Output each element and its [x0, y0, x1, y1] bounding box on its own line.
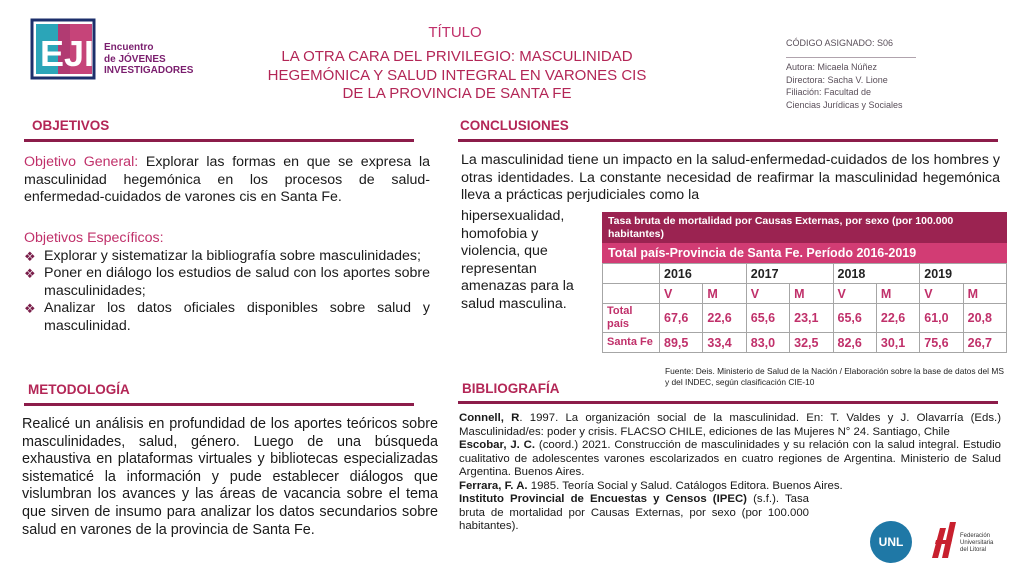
row-label: Santa Fe [603, 333, 660, 353]
table-cell: 26,7 [963, 333, 1006, 353]
objetivos-especificos [24, 230, 430, 335]
table-cell: 30,1 [876, 333, 919, 353]
author: Autora: Micaela Núñez [786, 62, 878, 72]
table-cell: 75,6 [920, 333, 963, 353]
metodologia-rule [24, 403, 414, 406]
sex-header: M [963, 284, 1006, 304]
bib-author: Instituto Provincial de Encuestas y Censos (IPEC) [459, 493, 747, 505]
table-row [603, 304, 1007, 333]
objetivo-general [24, 154, 430, 207]
conclusiones-text: La masculinidad tiene un impacto en la salud-enfermedad-cuidados de los hombres y otras identidades. La constante necesidad de reafirmar la masculinidad hegemónica lleva a prácticas perjudiciales como la [461, 152, 1000, 203]
list-item: ❖ Poner en diálogo los estudios de salud con los aportes sobre masculinidades; [24, 265, 430, 299]
objetivo-general-text: Explorar las formas en que se expresa la masculinidad hegemónica en los procesos de salud-enfermedad-cuidados de varones cis en Santa Fe. [24, 154, 431, 205]
sex-header: V [660, 284, 703, 304]
table-cell: 83,0 [746, 333, 789, 353]
bib-entry: Ferrara, F. A. 1985. Teoría Social y Salud. Catálogos Editora. Buenos Aires. [459, 479, 843, 492]
table-cell: 20,8 [963, 304, 1006, 333]
sex-header: M [876, 284, 919, 304]
table-corner [603, 264, 660, 284]
table-cell: 89,5 [660, 333, 703, 353]
list-item: ❖ Analizar los datos oficiales disponibles sobre salud y masculinidad. [24, 300, 430, 334]
table-cell: 33,4 [703, 333, 746, 353]
ful-line-3: del Litoral [960, 547, 987, 553]
logo-lettering: EJI [40, 33, 95, 74]
table-cell: 22,6 [876, 304, 919, 333]
mortality-table [602, 212, 1007, 353]
objetivos-rule [24, 139, 414, 142]
bib-author: Escobar, J. C. [459, 439, 536, 451]
metodologia-text: Realicé un análisis en profundidad de los aportes teóricos sobre masculinidades, salud, género. Luego de una búsqueda exhaustiva en plataformas virtuales y bibliotecas especializadas sistematicé la información y pude establecer diálogos que vislumbran los avances y las áreas de vacancia sobre el tema que sirven de insumo para analizar los datos secundarios sobre salud en varones de la provincia de Santa Fe. [22, 416, 438, 538]
bibliografia-heading: BIBLIOGRAFÍA [462, 381, 560, 396]
bibliografia-rule [458, 401, 998, 404]
title-label: TÍTULO [428, 24, 482, 41]
year-header: 2017 [746, 264, 833, 284]
year-header: 2018 [833, 264, 920, 284]
logo-line-3: INVESTIGADORES [104, 65, 194, 76]
affiliation-line-1: Filiación: Facultad de [786, 87, 872, 98]
logo-line-1: Encuentro [104, 42, 154, 53]
title-line-3: DE LA PROVINCIA DE SANTA FE [342, 85, 572, 102]
diamond-bullet-icon: ❖ [24, 266, 36, 281]
table-row [603, 333, 1007, 353]
table-cell: 22,6 [703, 304, 746, 333]
poster-title [262, 48, 652, 104]
sex-header: V [833, 284, 876, 304]
bibliografia-list [459, 412, 1001, 534]
table-cell: 65,6 [833, 304, 876, 333]
objetivo-general-label: Objetivo General: [24, 154, 139, 170]
objetivos-list [24, 248, 430, 336]
objetivos-especificos-label: Objetivos Específicos: [24, 230, 164, 246]
bib-entry: Connell, R. 1997. La organización social de la masculinidad. En: T. Valdes y J. Olavarría (Eds.) Masculinidad/es: poder y crisis. FLACSO CHILE, ediciones de las Mujeres N° 24. Santiago, Chile [459, 412, 1002, 438]
conclusiones-heading: CONCLUSIONES [460, 118, 569, 133]
unl-logo: UNL [870, 521, 912, 563]
ful-line-2: Universitaria [960, 540, 994, 546]
diamond-bullet-icon: ❖ [24, 248, 36, 264]
table-cell: 32,5 [790, 333, 833, 353]
year-header: 2019 [920, 264, 1007, 284]
table-subcaption: Total país-Provincia de Santa Fe. Período 2016-2019 [602, 243, 1007, 263]
row-label: Total país [603, 304, 660, 333]
eji-logo [30, 18, 100, 82]
title-line-2: HEGEMÓNICA Y SALUD INTEGRAL EN VARONES CIS [267, 66, 647, 84]
table-cell: 67,6 [660, 304, 703, 333]
sex-header: M [703, 284, 746, 304]
table-source: Fuente: Deis. Ministerio de Salud de la Nación / Elaboración sobre la base de datos del MS y del INDEC, según clasificación CIE-10 [665, 366, 1004, 387]
objetivos-heading: OBJETIVOS [32, 118, 110, 133]
bib-author: Connell, R [459, 412, 520, 424]
logo-text [104, 42, 193, 77]
year-header: 2016 [660, 264, 747, 284]
ful-logo [926, 518, 1006, 562]
title-line-1: LA OTRA CARA DEL PRIVILEGIO: MASCULINIDAD [281, 48, 633, 65]
logo-line-2: de JÓVENES [104, 53, 166, 65]
table-cell: 65,6 [746, 304, 789, 333]
assigned-code: CÓDIGO ASIGNADO: S06 [786, 38, 894, 48]
director: Directora: Sacha V. Lione [786, 74, 888, 85]
list-item: ❖ Explorar y sistematizar la bibliografía sobre masculinidades; [24, 247, 421, 264]
data-table [602, 263, 1007, 353]
table-cell: 61,0 [920, 304, 963, 333]
table-row [603, 284, 1007, 304]
ful-line-1: Federación [960, 533, 991, 539]
table-cell [603, 284, 660, 304]
affiliation-line-2: Ciencias Jurídicas y Sociales [786, 99, 903, 110]
diamond-bullet-icon: ❖ [24, 301, 36, 316]
conclusiones-rule [458, 139, 998, 142]
bib-entry: Escobar, J. C. (coord.) 2021. Construcción de masculinidades y su relación con la salud integral. Estudio cualitativo de adolescentes varones escolarizados en cuatro regiones de Argentina. Ministerio de Salud Argentina. Buenos Aires. [459, 439, 1001, 478]
bib-entry: Instituto Provincial de Encuestas y Censos (IPEC) (s.f.). Tasa bruta de mortalidad por Causas Externas, por sexo (por 100.000 habitantes). [459, 493, 810, 532]
sex-header: V [746, 284, 789, 304]
table-cell: 82,6 [833, 333, 876, 353]
conclusiones-text-side: hipersexualidad, homofobia y violencia, que representan amenazas para la salud masculina. [461, 208, 574, 312]
table-caption: Tasa bruta de mortalidad por Causas Externas, por sexo (por 100.000 habitantes) [602, 212, 1007, 243]
table-cell: 23,1 [790, 304, 833, 333]
metodologia-heading: METODOLOGÍA [28, 382, 130, 397]
bib-author: Ferrara, F. A. [459, 479, 528, 492]
table-row [603, 264, 1007, 284]
sex-header: M [790, 284, 833, 304]
sex-header: V [920, 284, 963, 304]
author-info [786, 57, 916, 111]
